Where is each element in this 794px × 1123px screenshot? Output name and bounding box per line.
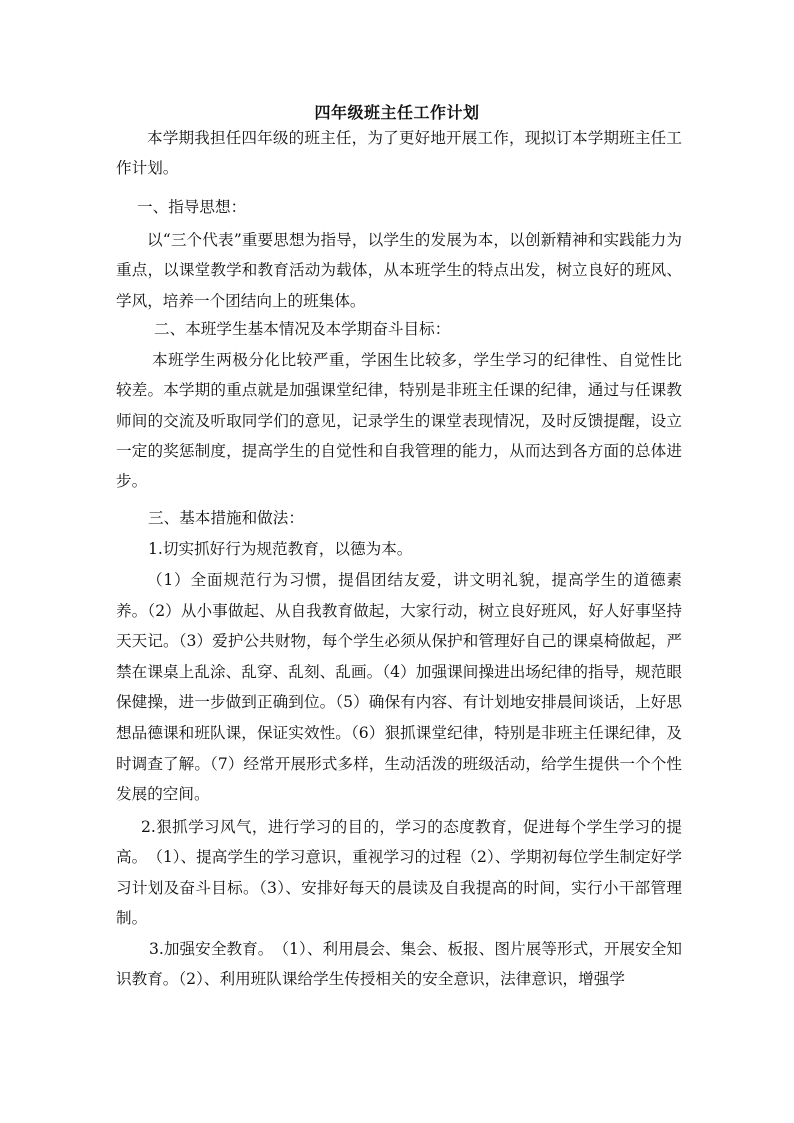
section-2-heading: 二、本班学生基本情况及本学期奋斗目标： bbox=[154, 320, 451, 338]
item-1-body: （1）全面规范行为习惯，提倡团结友爱，讲文明礼貌，提高学生的道德素养。（2）从小事做起、从自我教育做起，大家行动，树立良好班风，好人好事坚持天天记。（3）爱护公共财物，每个学生必须从保护和管理好自己的课桌椅做起，严禁在课桌上乱涂、乱穿、乱刻、乱画。（4）加强课间操进出场纪律的指导，规范眼保健操，进一步做到正确到位。（5）确保有内容、有计划地安排晨间谈话，上好思想品德课和班队课，保证实效性。（6）狠抓课堂纪律，特别是非班主任课纪律，及时调查了解。（7）经常开展形式多样，生动活泼的班级活动，给学生提供一个个性发展的空间。 bbox=[116, 571, 682, 804]
document-title: 四年级班主任工作计划 bbox=[314, 103, 480, 122]
item-2-body: 2.狠抓学习风气，进行学习的目的，学习的态度教育，促进每个学生学习的提高。 （1）、提高学生的学习意识，重视学习的过程（2）、学期初每位学生制定好学习计划及奋斗目标。（3）、安排好每天的晨读及自我提高的时间，实行小干部管理制。 bbox=[116, 818, 682, 927]
section-2-body: 本班学生两极分化比较严重，学困生比较多，学生学习的纪律性、自觉性比较差。本学期的重点就是加强课堂纪律，特别是非班主任课的纪律，通过与任课教师间的交流及听取同学们的意见，记录学生的课堂表现情况，及时反馈提醒，设立一定的奖惩制度，提高学生的自觉性和自我管理的能力，从而达到各方面的总体进步。 bbox=[116, 351, 682, 491]
item-3-body: 3.加强安全教育。 （1）、利用晨会、集会、板报、图片展等形式，开展安全知识教育。（2）、利用班队课给学生传授相关的安全意识，法律意识，增强学 bbox=[116, 940, 682, 989]
section-1-body: 以“三个代表”重要思想为指导，以学生的发展为本，以创新精神和实践能力为重点，以课堂教学和教育活动为载体，从本班学生的特点出发，树立良好的班风、学风，培养一个团结向上的班集体。 bbox=[116, 231, 682, 310]
intro-paragraph: 本学期我担任四年级的班主任，为了更好地开展工作，现拟订本学期班主任工作计划。 bbox=[116, 129, 682, 178]
section-1-heading: 一、指导思想： bbox=[137, 198, 247, 216]
section-3-heading: 三、基本措施和做法： bbox=[148, 509, 304, 527]
item-1-heading: 1.切实抓好行为规范教育，以德为本。 bbox=[148, 540, 413, 558]
